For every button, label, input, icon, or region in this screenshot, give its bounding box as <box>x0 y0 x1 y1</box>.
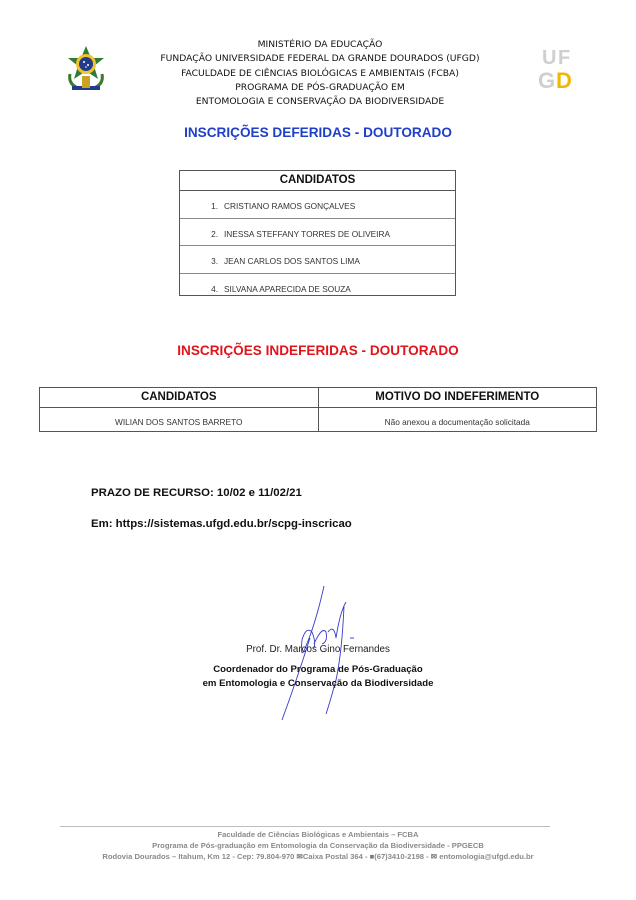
rejected-table <box>39 387 597 432</box>
signatory-name: Prof. Dr. Marcos Gino Fernandes <box>246 644 390 655</box>
signatory-role: Coordenador do Programa de Pós-Graduação <box>213 664 423 675</box>
phone-icon: ■ <box>369 852 375 861</box>
table-row <box>40 408 596 432</box>
row-number: 4. <box>211 283 218 294</box>
header-text <box>120 38 520 109</box>
logo-letter-g: G <box>538 68 556 92</box>
footer-address: Rodovia Dourados – Itahum, Km 12 - Cep: 79.804-970 <box>102 852 295 861</box>
logo-letter-u: U <box>542 47 557 69</box>
column-header-candidates: CANDIDATOS <box>140 391 217 403</box>
row-number: 1. <box>211 201 218 211</box>
candidate-name: INESSA STEFFANY TORRES DE OLIVEIRA <box>224 228 390 239</box>
footer-divider <box>60 826 550 827</box>
footer-contact <box>0 851 636 862</box>
footer-email: entomologia@ufgd.edu.br <box>439 852 534 861</box>
candidate-name: WILIAN DOS SANTOS BARRETO <box>115 417 243 427</box>
column-header-reason: MOTIVO DO INDEFERIMENTO <box>318 388 597 407</box>
brazil-coat-of-arms-icon <box>64 44 108 94</box>
header-line: MINISTÉRIO DA EDUCAÇÃO <box>257 39 383 50</box>
appeal-url: Em: https://sistemas.ufgd.edu.br/scpg-inscricao <box>91 518 352 530</box>
table-row <box>180 191 455 218</box>
appeal-deadline: PRAZO DE RECURSO: 10/02 e 11/02/21 <box>91 487 302 499</box>
footer-line: Faculdade de Ciências Biológicas e Ambientais – FCBA <box>217 830 419 839</box>
table-row <box>180 218 455 246</box>
table-row <box>180 273 455 301</box>
rejected-title: INSCRIÇÕES INDEFERIDAS - DOUTORADO <box>177 343 459 358</box>
footer-po-box: Caixa Postal 364 - <box>302 852 368 861</box>
candidate-name: CRISTIANO RAMOS GONÇALVES <box>224 201 356 211</box>
row-number: 3. <box>211 256 218 266</box>
candidate-name: SILVANA APARECIDA DE SOUZA <box>224 283 351 294</box>
footer-line: Programa de Pós-graduação em Entomologia da Conservação da Biodiversidade - PPGECB <box>152 841 484 850</box>
table-row <box>180 245 455 273</box>
logo-letter-d: D <box>556 68 572 92</box>
ufgd-logo <box>536 44 576 92</box>
rejected-table-header <box>40 388 596 408</box>
rejection-reason: Não anexou a documentação solicitada <box>318 408 597 432</box>
header-line: PROGRAMA DE PÓS-GRADUAÇÃO EM <box>235 81 405 93</box>
row-number: 2. <box>211 228 218 239</box>
deferred-title: INSCRIÇÕES DEFERIDAS - DOUTORADO <box>184 125 452 140</box>
header-line: FACULDADE DE CIÊNCIAS BIOLÓGICAS E AMBIENTAIS (FCBA) <box>181 67 459 79</box>
envelope-icon: ✉ <box>430 852 438 861</box>
deferred-table <box>179 170 456 296</box>
deferred-table-header: CANDIDATOS <box>180 171 455 191</box>
candidate-name: JEAN CARLOS DOS SANTOS LIMA <box>224 256 360 266</box>
logo-letter-f: F <box>558 47 571 69</box>
mailbox-icon: ✉ <box>296 852 303 861</box>
header-line: FUNDAÇÃO UNIVERSIDADE FEDERAL DA GRANDE DOURADOS (UFGD) <box>160 53 480 65</box>
footer-phone: (67)3410-2198 - <box>374 852 429 861</box>
header-line: ENTOMOLOGIA E CONSERVAÇÃO DA BIODIVERSIDADE <box>195 96 445 108</box>
signatory-role: em Entomologia e Conservação da Biodiversidade <box>202 678 434 689</box>
footer <box>0 829 636 862</box>
